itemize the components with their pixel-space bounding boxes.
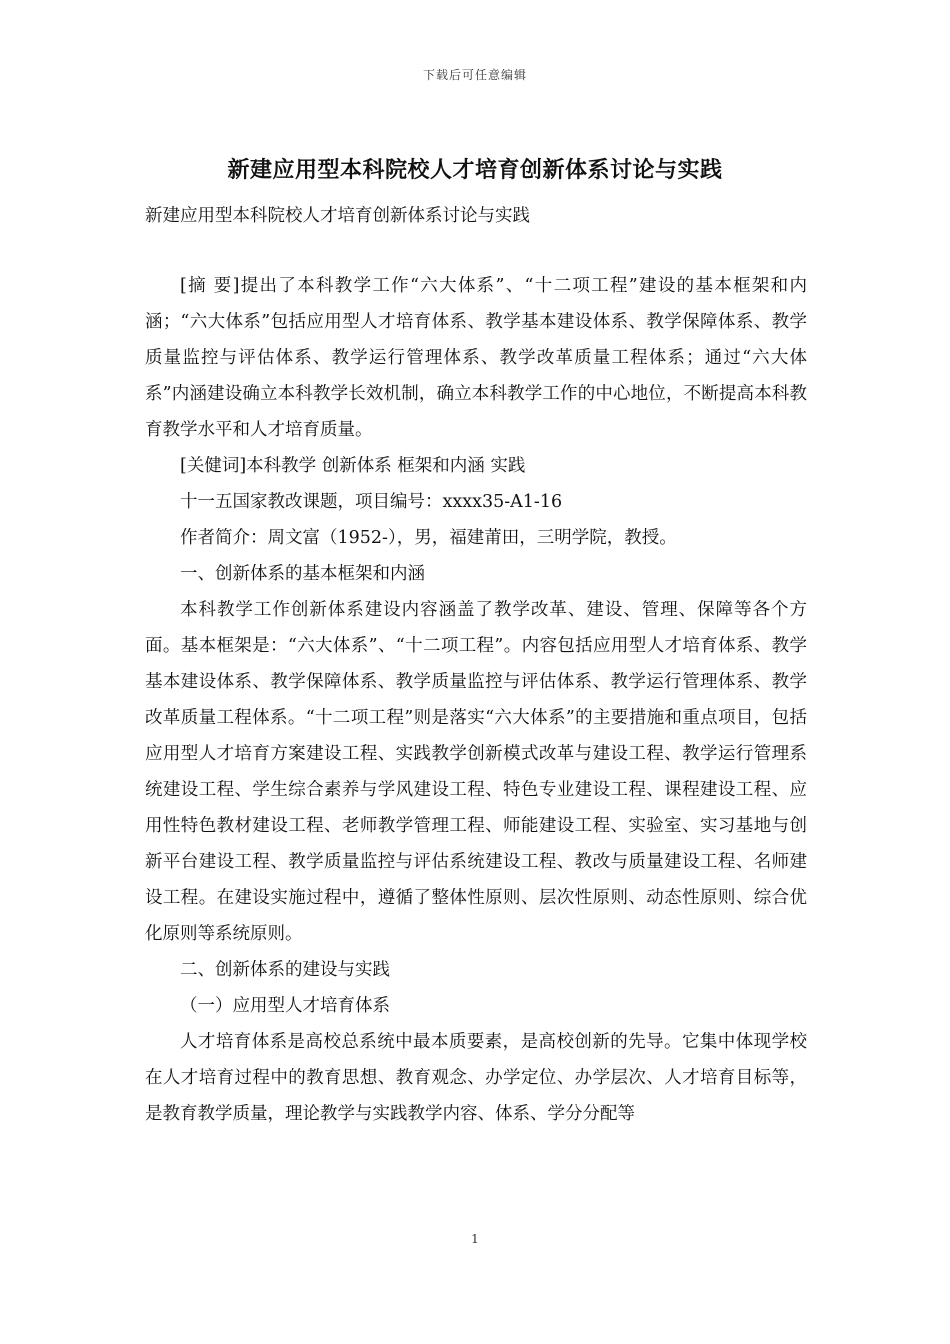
document-body [145,268,807,1132]
abstract-paragraph: [摘 要]提出了本科教学工作“六大体系”、“十二项工程”建设的基本框架和内涵；“六大体系”包括应用型人才培育体系、教学基本建设体系、教学保障体系、教学质量监控与评估体系、教学运行管理体系、教学改革质量工程体系；通过“六大体系”内涵建设确立本科教学长效机制，确立本科教学工作的中心地位，不断提高本科教育教学水平和人才培育质量。 [145,276,807,440]
header-note: 下载后可任意编辑 [422,68,527,82]
section-1-paragraph: 本科教学工作创新体系建设内容涵盖了教学改革、建设、管理、保障等各个方面。基本框架是：“六大体系”、“十二项工程”。内容包括应用型人才培育体系、教学基本建设体系、教学保障体系、教学质量监控与评估体系、教学运行管理体系、教学改革质量工程体系。“十二项工程”则是落实“六大体系”的主要措施和重点项目，包括应用型人才培育方案建设工程、实践教学创新模式改革与建设工程、教学运行管理系统建设工程、学生综合素养与学风建设工程、特色专业建设工程、课程建设工程、应用性特色教材建设工程、老师教学管理工程、师能建设工程、实验室、实习基地与创新平台建设工程、教学质量监控与评估系统建设工程、教改与质量建设工程、名师建设工程。在建设实施过程中，遵循了整体性原则、层次性原则、动态性原则、综合优化原则等系统原则。 [145,600,807,944]
page-number: 1 [471,1232,479,1246]
subsection-heading-1: （一）应用型人才培育体系 [180,996,390,1016]
section-heading-2: 二、创新体系的建设与实践 [180,960,390,980]
document-subtitle: 新建应用型本科院校人才培育创新体系讨论与实践 [145,206,530,226]
section-heading-1: 一、创新体系的基本框架和内涵 [180,564,425,584]
subsection-1-paragraph: 人才培育体系是高校总系统中最本质要素，是高校创新的先导。它集中体现学校在人才培育过程中的教育思想、教育观念、办学定位、办学层次、人才培育目标等，是教育教学质量，理论教学与实践教学内容、体系、学分分配等 [145,1032,807,1124]
author-bio-paragraph: 作者简介：周文富（1952-），男，福建莆田，三明学院，教授。 [180,528,677,548]
project-note-paragraph: 十一五国家教改课题，项目编号：xxxx35-A1-16 [180,492,563,512]
document-title: 新建应用型本科院校人才培育创新体系讨论与实践 [227,157,723,183]
keywords-paragraph: [关健词]本科教学 创新体系 框架和内涵 实践 [180,456,526,476]
